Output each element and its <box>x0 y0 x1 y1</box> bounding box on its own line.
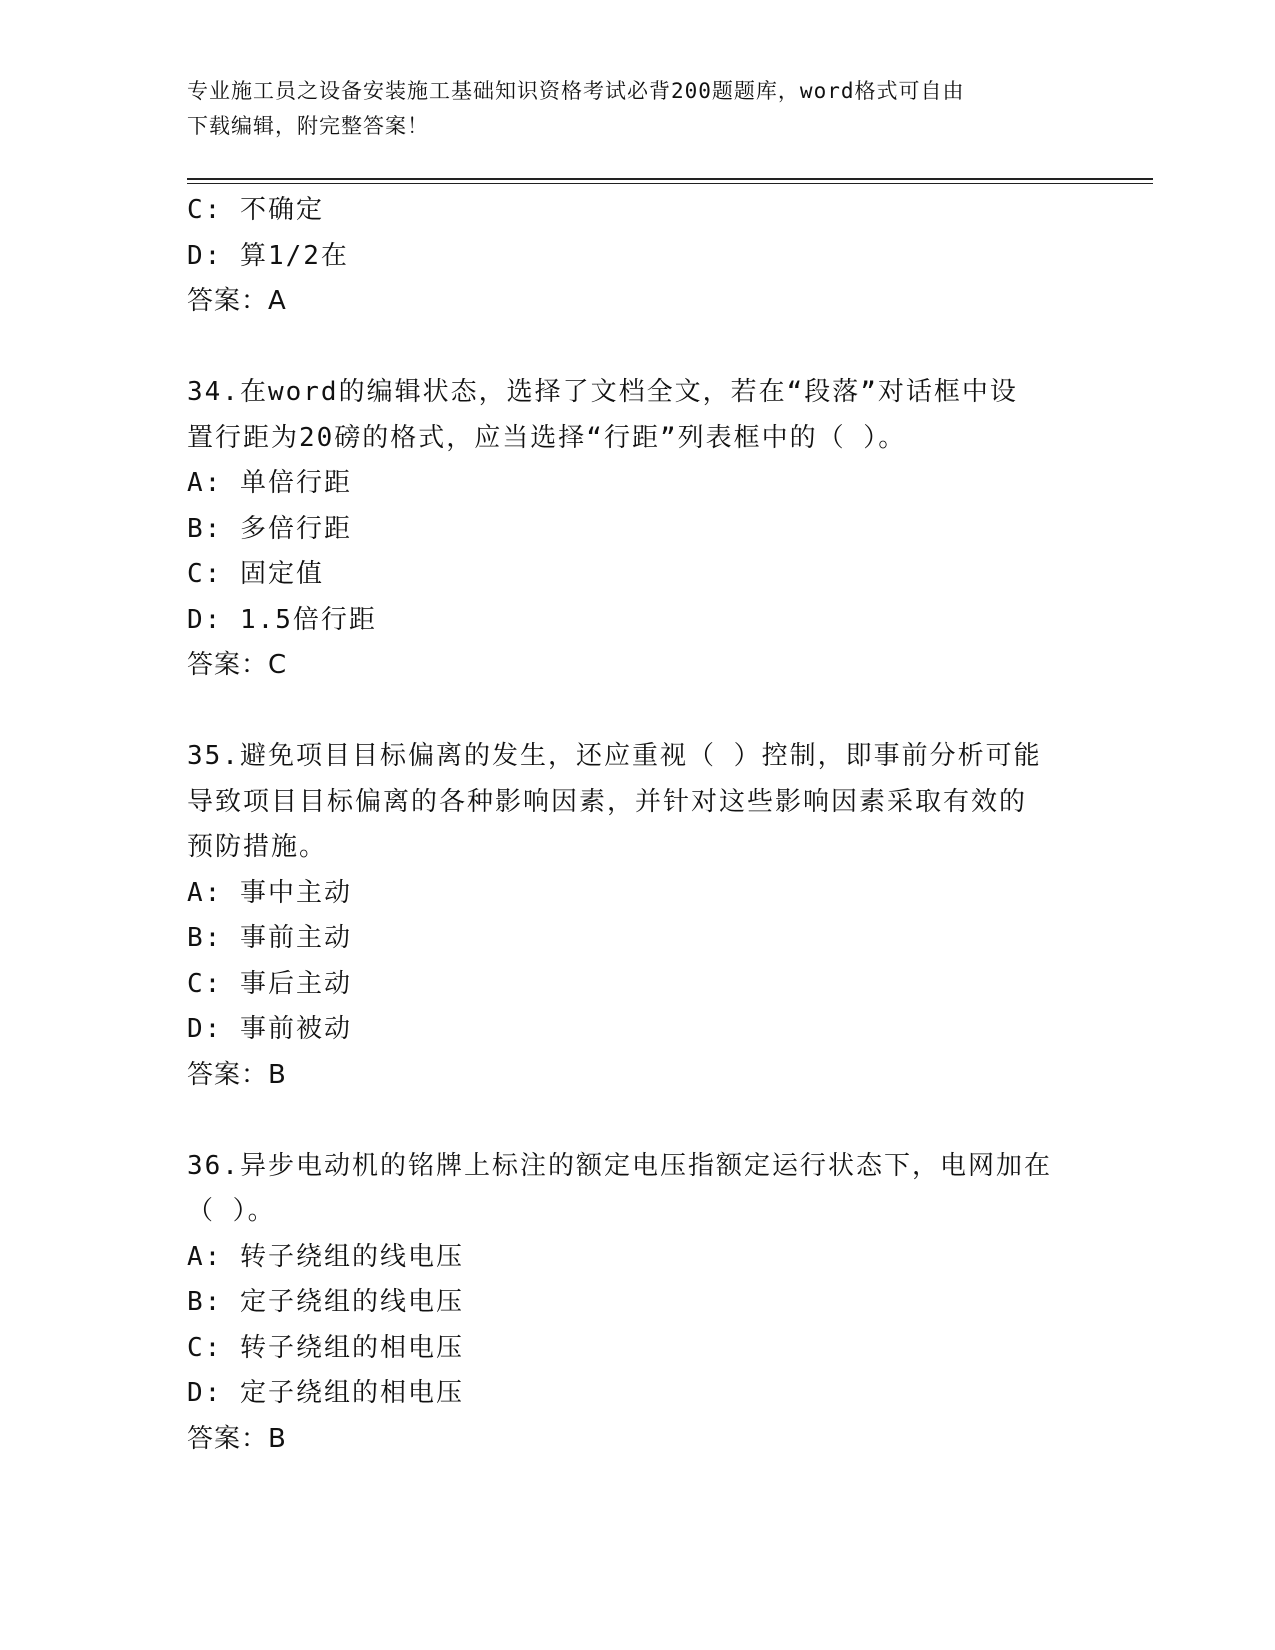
header-line-1: 专业施工员之设备安装施工基础知识资格考试必背200题题库，word格式可自由 <box>187 79 965 103</box>
question-stem-line: （ ）。 <box>187 1196 276 1226</box>
question-36 <box>187 1144 1087 1463</box>
header-rule-thin <box>187 183 1153 184</box>
answer-line: 答案：C <box>187 650 288 680</box>
option-b: B: 多倍行距 <box>187 513 352 544</box>
option-c: C: 转子绕组的相电压 <box>187 1332 464 1363</box>
option-b: B: 定子绕组的线电压 <box>187 1287 464 1317</box>
question-stem-line: 36.异步电动机的铭牌上标注的额定电压指额定运行状态下，电网加在 <box>187 1150 1052 1181</box>
question-stem-line: 35.避免项目目标偏离的发生，还应重视（ ）控制，即事前分析可能 <box>187 741 1042 771</box>
question-stem-line: 34.在word的编辑状态，选择了文档全文，若在“段落”对话框中设 <box>187 377 1018 407</box>
question-stem-line: 预防措施。 <box>187 832 328 862</box>
answer-line: 答案：A <box>187 286 287 316</box>
option-c: C: 不确定 <box>187 195 324 225</box>
option-c: C: 事后主动 <box>187 968 352 999</box>
option-d: D: 算1/2在 <box>187 240 349 271</box>
option-a: A: 事中主动 <box>187 877 352 908</box>
spacer <box>187 689 1087 735</box>
option-c: C: 固定值 <box>187 559 324 589</box>
answer-line: 答案：B <box>187 1423 287 1454</box>
question-35 <box>187 734 1087 1098</box>
option-d: D: 定子绕组的相电压 <box>187 1378 464 1408</box>
spacer <box>187 325 1087 371</box>
question-stem-line: 导致项目目标偏离的各种影响因素，并针对这些影响因素采取有效的 <box>187 786 1028 817</box>
spacer <box>187 1098 1087 1144</box>
option-a: A: 单倍行距 <box>187 468 352 498</box>
answer-line: 答案：B <box>187 1059 287 1090</box>
question-34 <box>187 370 1087 689</box>
header-line-2: 下载编辑，附完整答案！ <box>187 114 429 138</box>
option-d: D: 事前被动 <box>187 1014 352 1044</box>
document-body <box>187 188 1087 1462</box>
question-stem-line: 置行距为20磅的格式，应当选择“行距”列表框中的（ ）。 <box>187 422 907 453</box>
header-rule-thick <box>187 178 1153 180</box>
option-a: A: 转子绕组的线电压 <box>187 1241 464 1272</box>
document-header <box>187 74 1067 144</box>
prev-question <box>187 188 1087 325</box>
option-d: D: 1.5倍行距 <box>187 604 377 635</box>
option-b: B: 事前主动 <box>187 923 352 953</box>
